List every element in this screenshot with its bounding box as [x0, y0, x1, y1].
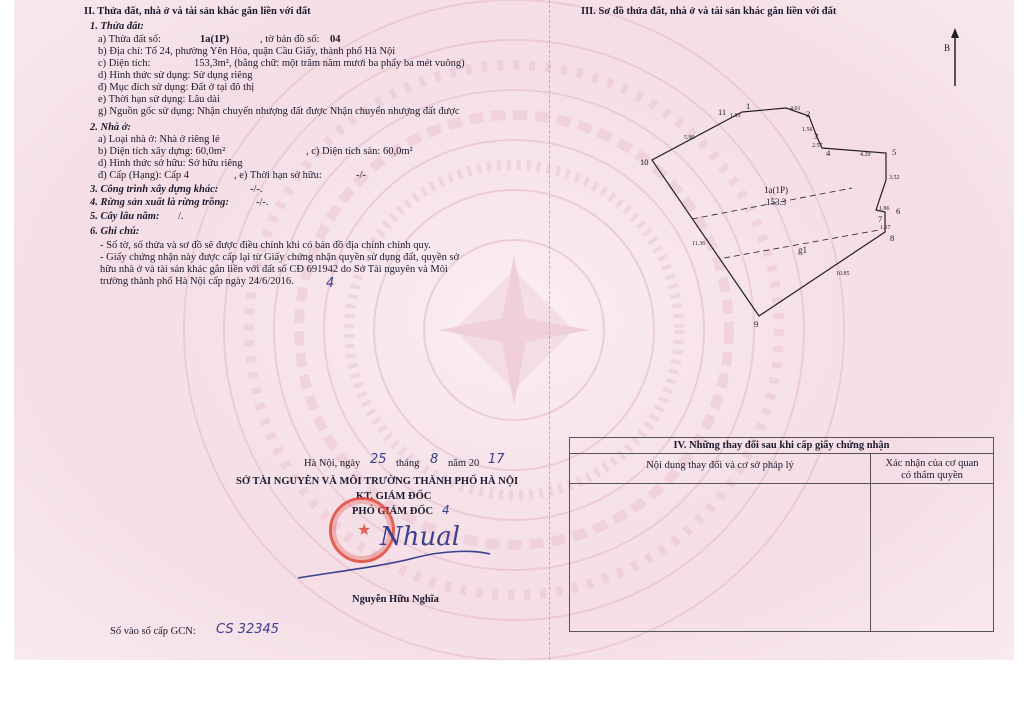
usage-purpose: đ) Mục đích sử dụng: Đất ở tại đô thị — [98, 82, 255, 93]
edge-2-3: 1.56 — [802, 127, 813, 133]
note-handwritten-mark: 4 — [326, 276, 335, 291]
section-2-title: II. Thửa đất, nhà ở và tài sản khác gắn liền với đất — [84, 6, 311, 17]
edge-8-9: 10.85 — [836, 271, 850, 277]
changes-table — [569, 437, 994, 632]
parcel-label: a) Thửa đất số: — [98, 34, 161, 45]
issuing-authority: SỞ TÀI NGUYÊN VÀ MÔI TRƯỜNG THÀNH PHỐ HÀ NỘI — [236, 476, 519, 487]
date-year-label: năm 20 — [448, 458, 480, 469]
usage-term: e) Thời hạn sử dụng: Lâu dài — [98, 94, 220, 105]
col-authority-confirmation — [871, 454, 994, 484]
signer-name: Nguyễn Hữu Nghĩa — [352, 594, 439, 605]
edge-1-2: 4.01 — [790, 106, 801, 112]
section-3-title: III. Sơ đồ thửa đất, nhà ở và tài sản khác gắn liền với đất — [581, 6, 837, 17]
edge-3-4: 2.57 — [812, 143, 823, 149]
point-1: 1 — [746, 101, 751, 111]
fold-line — [549, 0, 550, 660]
map-sheet-label: , tờ bản đồ số: — [260, 34, 320, 45]
plot-diagram — [554, 0, 1009, 340]
date-year: 17 — [488, 452, 505, 467]
house-grade: đ) Cấp (Hạng): Cấp 4 — [98, 170, 189, 181]
point-11: 11 — [718, 107, 727, 117]
change-content-cell — [570, 484, 871, 632]
deputy-director: PHÓ GIÁM ĐỐC — [352, 506, 434, 517]
house-term-value: -/- — [356, 170, 366, 181]
registry-label: Số vào sổ cấp GCN: — [110, 626, 196, 637]
kt-director: KT. GIÁM ĐỐC — [356, 491, 432, 502]
date-month: 8 — [430, 452, 439, 467]
house-construction-area: b) Diện tích xây dựng: 60,0m² — [98, 146, 226, 157]
usage-origin: g) Nguồn gốc sử dụng: Nhận chuyển nhượng đất được Nhận chuyển nhượng đất được — [98, 106, 460, 117]
point-8: 8 — [890, 233, 895, 243]
col-authority-line-2: có thẩm quyền — [901, 470, 963, 481]
forest-value: -/-. — [256, 197, 269, 208]
note-line-4: trường thành phố Hà Nội cấp ngày 24/6/2016. — [100, 276, 294, 287]
other-construction-value: -/-. — [250, 184, 263, 195]
note-line-2: - Giấy chứng nhận này được cấp lại từ Giấy chứng nhận quyền sử dụng đất, quyền sở — [100, 252, 460, 263]
house-heading: 2. Nhà ở: — [90, 122, 131, 133]
date-month-label: tháng — [396, 458, 420, 469]
map-sheet-number: 04 — [330, 34, 341, 45]
area-value: 153,3m², (bằng chữ: một trăm năm mươi ba phẩy ba mét vuông) — [194, 58, 465, 69]
perennial-value: /. — [178, 211, 184, 222]
house-area-label: g1 — [798, 245, 807, 255]
other-construction-label: 3. Công trình xây dựng khác: — [90, 184, 219, 195]
parcel-area-label: 153.3 — [766, 197, 787, 207]
signature-stroke — [294, 546, 494, 582]
edge-5-6: 3.52 — [889, 175, 900, 181]
date-prefix: Hà Nội, ngày — [304, 458, 361, 469]
point-9: 9 — [754, 319, 759, 329]
land-heading: 1. Thửa đất: — [90, 21, 144, 32]
house-ownership: d) Hình thức sở hữu: Sở hữu riêng — [98, 158, 243, 169]
edge-6-7: 1.86 — [879, 206, 890, 212]
signature: Nhual — [380, 522, 461, 552]
registry-number: CS 32345 — [216, 622, 280, 637]
edge-11-1: 1.93 — [730, 113, 741, 119]
edge-7-8: 1.17 — [880, 225, 891, 231]
area-label: c) Diện tích: — [98, 58, 151, 69]
usage-form: d) Hình thức sử dụng: Sử dụng riêng — [98, 70, 253, 81]
section-4-title: IV. Những thay đổi sau khi cấp giấy chứng nhận — [570, 438, 994, 454]
house-term-label: , e) Thời hạn sở hữu: — [234, 170, 322, 181]
col-authority-line-1: Xác nhận của cơ quan — [885, 458, 979, 469]
date-day: 25 — [370, 452, 387, 467]
north-label: B — [944, 43, 951, 53]
parcel-number: 1a(1P) — [200, 34, 230, 45]
notes-heading: 6. Ghi chú: — [90, 226, 140, 237]
point-6: 6 — [896, 206, 901, 216]
house-type: a) Loại nhà ở: Nhà ở riêng lẻ — [98, 134, 220, 145]
authority-confirmation-cell — [871, 484, 994, 632]
parcel-id-label: 1a(1P) — [764, 185, 788, 195]
perennial-label: 5. Cây lâu năm: — [90, 211, 160, 222]
note-line-1: - Số tờ, số thửa và sơ đồ sẽ được điều chỉnh khi có bản đồ địa chính chính quy. — [100, 240, 431, 251]
point-10: 10 — [640, 157, 649, 167]
edge-10-11: 5.90 — [684, 135, 695, 141]
deputy-handwritten-mark: 4 — [442, 503, 450, 517]
edge-4-5: 4.29 — [860, 152, 871, 158]
address: b) Địa chỉ: Tổ 24, phường Yên Hòa, quận Cầu Giấy, thành phố Hà Nội — [98, 46, 396, 57]
col-change-content: Nội dung thay đổi và cơ sở pháp lý — [570, 454, 871, 484]
house-floor-area: , c) Diện tích sàn: 60,0m² — [306, 146, 413, 157]
note-line-3: hữu nhà ở và tài sản khác gắn liền với đất số CĐ 691942 do Sở Tài nguyên và Môi — [100, 264, 448, 275]
point-3: 3 — [814, 131, 819, 141]
forest-label: 4. Rừng sản xuất là rừng trồng: — [90, 197, 229, 208]
seal-star-icon: ★ — [357, 522, 372, 539]
point-4: 4 — [826, 148, 831, 158]
point-7: 7 — [878, 214, 883, 224]
point-5: 5 — [892, 147, 897, 157]
edge-9-10: 11.36 — [692, 241, 706, 247]
point-2: 2 — [806, 109, 811, 119]
certificate-sheet — [14, 0, 1014, 660]
